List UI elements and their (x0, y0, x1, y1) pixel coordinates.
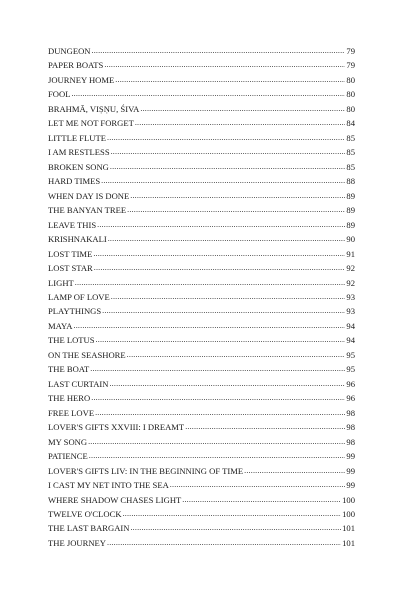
toc-dot-leader (75, 275, 346, 290)
toc-entry-page-number: 92 (346, 277, 355, 288)
toc-entry-page-number: 101 (342, 523, 355, 534)
toc-entry-title: MAYA (48, 320, 73, 331)
toc-dot-leader (127, 202, 345, 217)
toc-entry[interactable] (48, 507, 355, 521)
toc-entry-title: PLAYTHINGS (48, 306, 102, 317)
toc-dot-leader (127, 347, 346, 362)
toc-dot-leader (95, 405, 345, 420)
toc-entry-page-number: 93 (346, 306, 355, 317)
toc-entry-page-number: 92 (346, 263, 355, 274)
toc-entry[interactable] (48, 44, 355, 58)
toc-entry-page-number: 99 (346, 480, 355, 491)
toc-entry-title: LOST TIME (48, 248, 93, 259)
toc-entry-page-number: 80 (346, 89, 355, 100)
toc-entry-title: THE BOAT (48, 364, 90, 375)
toc-entry-page-number: 95 (346, 349, 355, 360)
toc-entry-title: THE JOURNEY (48, 537, 107, 548)
toc-entry-title: LOVER'S GIFTS XXVIII: I DREAMT (48, 422, 185, 433)
toc-entry-title: LOVER'S GIFTS LIV: IN THE BEGINNING OF TIME (48, 465, 244, 476)
toc-entry-page-number: 80 (346, 74, 355, 85)
toc-entry[interactable] (48, 116, 355, 130)
toc-entry-title: PAPER BOATS (48, 60, 104, 71)
toc-entry[interactable] (48, 276, 355, 290)
toc-entry-page-number: 94 (346, 320, 355, 331)
table-of-contents (48, 44, 355, 550)
toc-entry-title: LAMP OF LOVE (48, 291, 110, 302)
toc-entry-page-number: 90 (346, 234, 355, 245)
toc-dot-leader (130, 520, 341, 535)
toc-entry-page-number: 95 (346, 364, 355, 375)
toc-dot-leader (91, 390, 345, 405)
toc-entry[interactable] (48, 304, 355, 318)
toc-entry-page-number: 85 (346, 161, 355, 172)
toc-entry[interactable] (48, 319, 355, 333)
toc-dot-leader (89, 448, 346, 463)
toc-entry-title: I CAST MY NET INTO THE SEA (48, 480, 169, 491)
toc-entry[interactable] (48, 478, 355, 492)
toc-entry[interactable] (48, 58, 355, 72)
toc-entry-title: THE BANYAN TREE (48, 205, 127, 216)
toc-entry-title: LOST STAR (48, 263, 93, 274)
toc-dot-leader (107, 535, 341, 550)
toc-entry-title: LITTLE FLUTE (48, 132, 106, 143)
toc-entry[interactable] (48, 218, 355, 232)
toc-dot-leader (170, 477, 346, 492)
toc-entry-title: BRAHMĀ, VIṢṆU, ŚIVA (48, 103, 140, 114)
toc-entry-page-number: 98 (346, 422, 355, 433)
toc-entry[interactable] (48, 521, 355, 535)
toc-entry-page-number: 100 (342, 509, 355, 519)
toc-entry[interactable] (48, 493, 355, 507)
toc-entry-title: WHERE SHADOW CHASES LIGHT (48, 494, 182, 505)
toc-entry[interactable] (48, 261, 355, 275)
toc-entry-page-number: 98 (346, 436, 355, 447)
toc-entry-title: THE LAST BARGAIN (48, 523, 130, 534)
toc-dot-leader (93, 246, 345, 261)
toc-dot-leader (109, 376, 345, 391)
toc-entry-title: MY SONG (48, 436, 88, 447)
toc-entry[interactable] (48, 333, 355, 347)
toc-entry[interactable] (48, 145, 355, 159)
toc-entry[interactable] (48, 464, 355, 478)
toc-entry-page-number: 89 (346, 205, 355, 216)
toc-entry[interactable] (48, 362, 355, 376)
toc-dot-leader (107, 130, 345, 145)
toc-entry-title: ON THE SEASHORE (48, 349, 126, 360)
toc-entry[interactable] (48, 435, 355, 449)
toc-entry[interactable] (48, 290, 355, 304)
toc-entry-page-number: 79 (346, 46, 355, 56)
toc-entry[interactable] (48, 449, 355, 463)
toc-dot-leader (108, 231, 346, 246)
toc-entry[interactable] (48, 377, 355, 391)
toc-dot-leader (115, 72, 345, 87)
toc-dot-leader (185, 419, 345, 434)
toc-dot-leader (90, 361, 345, 376)
toc-entry-title: FREE LOVE (48, 407, 95, 418)
toc-entry-title: THE LOTUS (48, 335, 95, 346)
toc-entry-page-number: 99 (346, 465, 355, 476)
toc-dot-leader (101, 173, 345, 188)
toc-dot-leader (104, 57, 345, 72)
toc-entry[interactable] (48, 73, 355, 87)
toc-entry-page-number: 99 (346, 451, 355, 462)
toc-entry-page-number: 88 (346, 176, 355, 187)
toc-entry-page-number: 91 (346, 248, 355, 259)
toc-entry-page-number: 98 (346, 407, 355, 418)
toc-entry-title: PATIENCE (48, 451, 88, 462)
toc-dot-leader (71, 86, 345, 101)
toc-dot-leader (244, 463, 345, 478)
toc-dot-leader (74, 318, 346, 333)
toc-dot-leader (123, 506, 342, 521)
toc-entry[interactable] (48, 536, 355, 550)
toc-entry-title: DUNGEON (48, 46, 91, 56)
toc-entry-page-number: 101 (342, 537, 355, 548)
toc-dot-leader (110, 159, 346, 174)
toc-entry-title: WHEN DAY IS DONE (48, 190, 130, 201)
toc-dot-leader (135, 115, 346, 130)
toc-entry-title: TWELVE O'CLOCK (48, 509, 122, 519)
toc-dot-leader (130, 188, 345, 203)
toc-entry-page-number: 93 (346, 291, 355, 302)
toc-entry-page-number: 96 (346, 393, 355, 404)
toc-dot-leader (92, 43, 346, 58)
toc-dot-leader (88, 434, 345, 449)
toc-entry[interactable] (48, 189, 355, 203)
toc-entry-title: JOURNEY HOME (48, 74, 115, 85)
toc-dot-leader (96, 332, 346, 347)
toc-entry-page-number: 96 (346, 378, 355, 389)
toc-entry[interactable] (48, 420, 355, 434)
toc-entry[interactable] (48, 391, 355, 405)
toc-entry-title: THE HERO (48, 393, 91, 404)
toc-entry[interactable] (48, 174, 355, 188)
toc-entry-page-number: 100 (342, 494, 355, 505)
toc-entry-page-number: 85 (346, 132, 355, 143)
toc-entry-page-number: 94 (346, 335, 355, 346)
toc-entry-title: I AM RESTLESS (48, 147, 110, 158)
toc-entry-page-number: 85 (346, 147, 355, 158)
toc-entry-title: BROKEN SONG (48, 161, 109, 172)
toc-entry-title: LAST CURTAIN (48, 378, 109, 389)
toc-entry[interactable] (48, 160, 355, 174)
toc-entry[interactable] (48, 247, 355, 261)
toc-entry-title: FOOL (48, 89, 71, 100)
toc-dot-leader (102, 303, 345, 318)
toc-dot-leader (94, 260, 346, 275)
toc-entry-page-number: 79 (346, 60, 355, 71)
toc-entry-page-number: 89 (346, 219, 355, 230)
toc-entry[interactable] (48, 232, 355, 246)
toc-entry-page-number: 80 (346, 103, 355, 114)
toc-entry-title: LEAVE THIS (48, 219, 97, 230)
toc-dot-leader (140, 101, 345, 116)
toc-entry-page-number: 84 (346, 118, 355, 129)
toc-entry-page-number: 89 (346, 190, 355, 201)
toc-entry[interactable] (48, 87, 355, 101)
toc-entry-title: HARD TIMES (48, 176, 101, 187)
toc-entry[interactable] (48, 348, 355, 362)
toc-entry-title: KRISHNAKALI (48, 234, 107, 245)
toc-entry-title: LET ME NOT FORGET (48, 118, 134, 129)
toc-dot-leader (97, 217, 345, 232)
toc-entry[interactable] (48, 131, 355, 145)
toc-entry[interactable] (48, 406, 355, 420)
toc-dot-leader (111, 289, 346, 304)
toc-dot-leader (111, 144, 346, 159)
toc-entry-title: LIGHT (48, 277, 74, 288)
toc-entry[interactable] (48, 203, 355, 217)
toc-dot-leader (182, 492, 341, 507)
toc-entry[interactable] (48, 102, 355, 116)
